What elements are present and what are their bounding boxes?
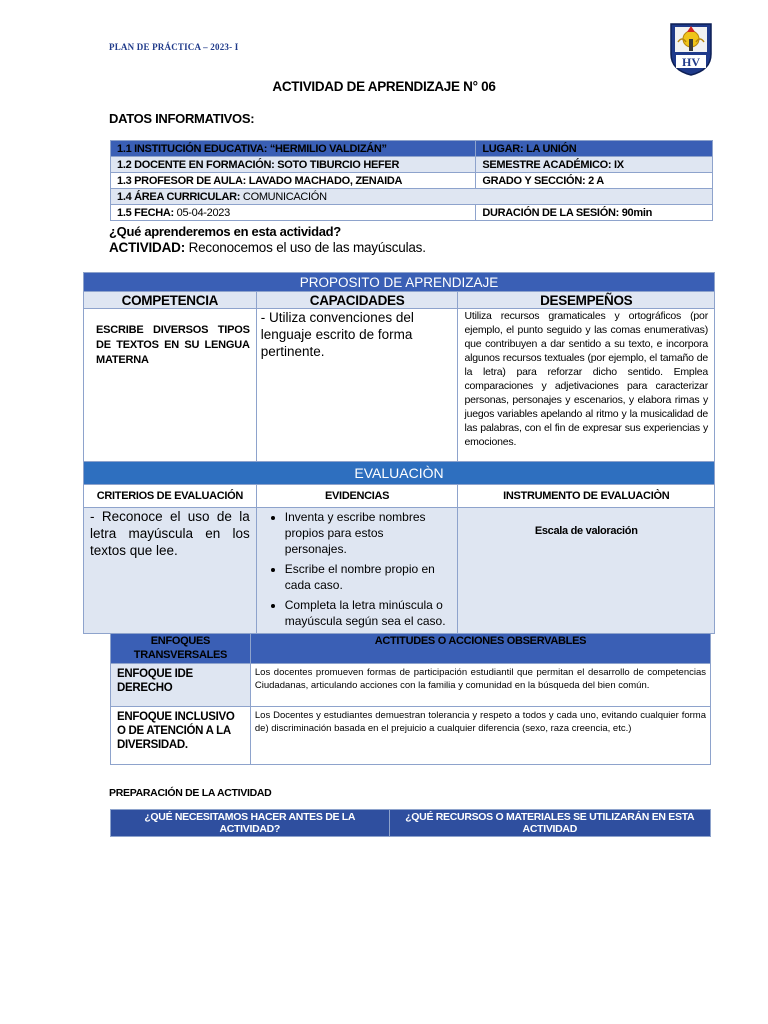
col-capacidades: CAPACIDADES xyxy=(256,292,458,309)
evidencias-list xyxy=(259,509,448,629)
profesor-cell: 1.3 PROFESOR DE AULA: LAVADO MACHADO, ZENAIDA xyxy=(117,174,403,187)
table-row xyxy=(84,273,715,292)
preparacion-table xyxy=(110,809,711,837)
enfoque-text: Los docentes promueven formas de participación estudiantil que permitan el desarrollo de competencias Ciudadanas, articulando acciones con la familia y comunidad en la búsqueda del bien común. xyxy=(250,664,710,707)
table-row xyxy=(84,485,715,508)
page-title: ACTIVIDAD DE APRENDIZAJE N° 06 xyxy=(272,79,496,94)
question-heading: ¿Qué aprenderemos en esta actividad? xyxy=(109,224,341,239)
datos-informativos-title: DATOS INFORMATIVOS: xyxy=(109,111,255,126)
enfoque-text: Los Docentes y estudiantes demuestran tolerancia y respeto a todos y cada uno, evitando cualquier forma de) discriminación basada en el prejuicio a cualquier diferencia (sexo, raza creencia, etc.) xyxy=(250,707,710,765)
list-item: • Completa la letra minúscula o mayúscula según sea el caso. xyxy=(285,597,448,629)
plan-header-label: PLAN DE PRÁCTICA – 2023- I xyxy=(109,42,239,52)
table-row xyxy=(111,173,713,189)
enfoques-table xyxy=(110,633,711,765)
enfoque-name: ENFOQUE INCLUSIVO O DE ATENCIÓN A LA DIVERSIDAD. xyxy=(111,707,251,765)
duracion-cell: DURACIÓN DE LA SESIÓN: 90min xyxy=(482,206,653,219)
docente-cell: 1.2 DOCENTE EN FORMACIÓN: SOTO TIBURCIO HEFER xyxy=(117,158,400,171)
table-row xyxy=(111,707,711,765)
table-row xyxy=(111,205,713,221)
criterio-cell: - Reconoce el uso de la letra mayúscula en los textos que lee. xyxy=(84,508,257,634)
enfoque-name: ENFOQUE IDE DERECHO xyxy=(111,664,251,707)
col-competencia: COMPETENCIA xyxy=(84,292,257,309)
evidencias-cell xyxy=(256,508,458,634)
instrumento-cell: Escala de valoración xyxy=(458,508,715,634)
lugar-cell: LUGAR: LA UNIÓN xyxy=(482,142,577,155)
capacidad-cell: - Utiliza convenciones del lenguaje escrito de forma pertinente. xyxy=(256,309,458,462)
list-item: • Escribe el nombre propio en cada caso. xyxy=(285,561,448,593)
grado-cell: GRADO Y SECCIÓN: 2 A xyxy=(482,174,604,187)
fecha-value: 05-04-2023 xyxy=(176,206,230,219)
col-evidencias: EVIDENCIAS xyxy=(256,485,458,508)
table-row xyxy=(111,189,713,205)
proposito-evaluacion-table xyxy=(83,272,715,634)
table-row xyxy=(111,634,711,664)
area-value: COMUNICACIÓN xyxy=(242,190,327,203)
actividad-line xyxy=(109,240,426,255)
table-row xyxy=(111,157,713,173)
col-enfoques: ENFOQUES TRANSVERSALES xyxy=(111,634,251,664)
competencia-cell: ESCRIBE DIVERSOS TIPOS DE TEXTOS EN SU LENGUA MATERNA xyxy=(84,309,257,462)
col-antes: ¿QUÉ NECESITAMOS HACER ANTES DE LA ACTIVIDAD? xyxy=(111,810,390,837)
table-row xyxy=(84,462,715,485)
institucion-cell: 1.1 INSTITUCIÓN EDUCATIVA: “HERMILIO VALDIZÁN” xyxy=(117,142,387,155)
logo-lettering: HV xyxy=(682,55,700,69)
area-label: 1.4 ÁREA CURRICULAR: xyxy=(117,190,241,203)
desempeno-cell: Utiliza recursos gramaticales y ortográficos (por ejemplo, el punto seguido y las comas enumerativas) que contribuyen a dar sentido a su texto, e incorpora algunos recursos textuales (por ejemplo, el tamaño de la letra) para reforzar dicho sentido. Emplea comparaciones y adjetivaciones para caracterizar personas, personajes y escenarios, y elabora rimas y juegos variables apelando al ritmo y la musicalidad de las palabras, con el fin de expresar sus experiencias y emociones. xyxy=(458,309,715,462)
table-row xyxy=(84,309,715,462)
col-actitudes: ACTITUDES O ACCIONES OBSERVABLES xyxy=(250,634,710,664)
fecha-label: 1.5 FECHA: xyxy=(117,206,174,219)
table-row xyxy=(111,810,711,837)
datos-informativos-table xyxy=(110,140,713,221)
col-desempenos: DESEMPEÑOS xyxy=(458,292,715,309)
evaluacion-bar: EVALUACIÒN xyxy=(84,462,715,485)
list-item: • Inventa y escribe nombres propios para estos personajes. xyxy=(285,509,448,557)
table-row xyxy=(84,292,715,309)
table-row xyxy=(111,664,711,707)
semestre-cell: SEMESTRE ACADÉMICO: IX xyxy=(482,158,624,171)
institution-logo xyxy=(668,22,714,76)
table-row xyxy=(111,141,713,157)
proposito-bar: PROPOSITO DE APRENDIZAJE xyxy=(84,273,715,292)
col-instrumento: INSTRUMENTO DE EVALUACIÒN xyxy=(458,485,715,508)
col-criterios: CRITERIOS DE EVALUACIÓN xyxy=(84,485,257,508)
preparacion-title: PREPARACIÓN DE LA ACTIVIDAD xyxy=(109,787,272,799)
actividad-label: ACTIVIDAD: xyxy=(109,240,185,255)
actividad-value: Reconocemos el uso de las mayúsculas. xyxy=(188,240,426,255)
table-row xyxy=(84,508,715,634)
col-recursos: ¿QUÉ RECURSOS O MATERIALES SE UTILIZARÁN EN ESTA ACTIVIDAD xyxy=(389,810,710,837)
